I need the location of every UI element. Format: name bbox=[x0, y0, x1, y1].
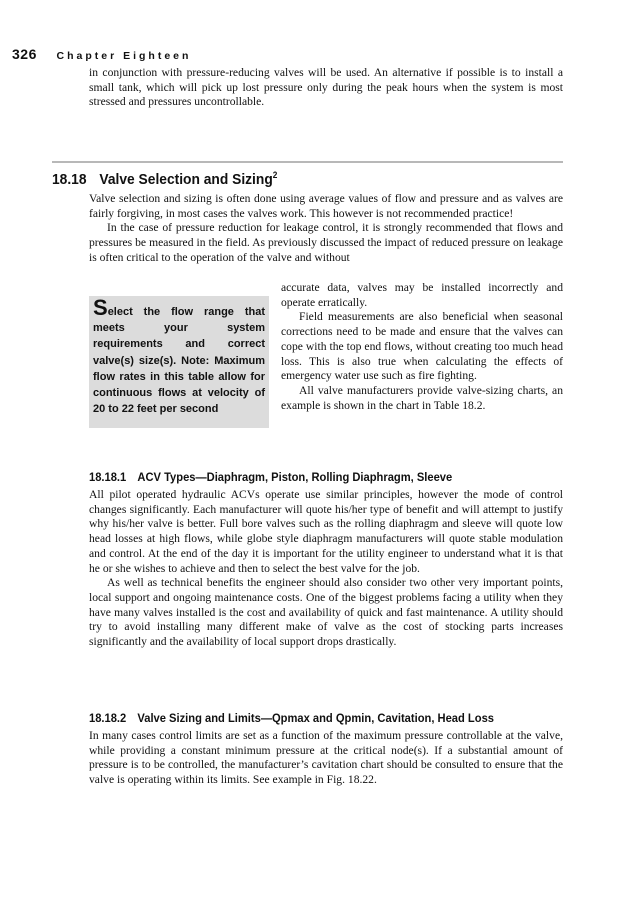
subsection-2-title: Valve Sizing and Limits—Qpmax and Qpmin, Cavitation, Head Loss bbox=[137, 711, 494, 725]
sidebar-text: elect the flow range that meets your system requirements and correct valve(s) size(s). Note: Maximum flow rates in this table allow for continuous flows at velocity of 20 to 22 feet per second bbox=[93, 306, 265, 416]
subsection-1-body bbox=[89, 488, 563, 650]
running-header bbox=[12, 46, 191, 62]
section-paragraph-2-continued: accurate data, valves may be installed incorrectly and operate erratically. bbox=[281, 281, 563, 309]
section-heading bbox=[52, 170, 277, 188]
section-body bbox=[89, 192, 563, 266]
subsection-1-title: ACV Types—Diaphragm, Piston, Rolling Diaphragm, Sleeve bbox=[137, 470, 453, 484]
section-paragraph-3: Field measurements are also beneficial when seasonal corrections need to be made and ensure that the valves can cope with the top end flows, without creating too much head loss. This is also true when calculating the effects of emergency water use such as fire fighting. bbox=[281, 310, 563, 383]
page-number: 326 bbox=[12, 46, 37, 62]
subsection-2-heading bbox=[89, 711, 494, 725]
section-paragraph-4: All valve manufacturers provide valve-sizing charts, an example is shown in the chart in Table 18.2. bbox=[281, 383, 563, 412]
section-divider bbox=[52, 161, 563, 163]
subsection-1-number: 18.18.1 bbox=[89, 470, 127, 484]
section-title: Valve Selection and Sizing bbox=[99, 171, 273, 188]
section-number: 18.18 bbox=[52, 171, 87, 188]
intro-paragraph: in conjunction with pressure-reducing valves will be used. An alternative if possible is to install a small tank, which will pick up lost pressure only during the peak hours when the system is most stressed and pressures uncontrollable. bbox=[89, 66, 563, 109]
subsection-2-paragraph-1: In many cases control limits are set as a function of the maximum pressure controllable at the valve, while providing a constant minimum pressure at the critical node(s). If a substantial amount of pressure is to be controlled, the manufacturer’s cavitation chart should be consulted to ensure that the valve is operating within its limits. See example in Fig. 18.22. bbox=[89, 729, 563, 787]
sidebar-dropcap: S bbox=[93, 295, 108, 320]
subsection-2-body bbox=[89, 729, 563, 788]
subsection-1-paragraph-1: All pilot operated hydraulic ACVs operate use similar principles, however the mode of control changes significantly. Each manufacturer will quote his/her type of benefit and will attempt to justify why his/her valve is better. Full bore valves such as the rolling diaphragm and sleeve will quote low head losses at high flows, while globe style diaphragm manufacturers will quote stable modulation and control. At the end of the day it is important for the utility engineer to understand what it is that he or she wishes to achieve and then to select the best valve for the job. bbox=[89, 488, 563, 575]
section-paragraph-1: Valve selection and sizing is often done using average values of flow and pressure and as valves are fairly forgiving, in most cases the valves work. This however is not recommended practice! bbox=[89, 192, 563, 220]
section-footnote-mark: 2 bbox=[272, 170, 278, 180]
subsection-1-paragraph-2: As well as technical benefits the engineer should also consider two other very important points, local support and ongoing maintenance costs. One of the biggest problems facing a utility when they have many valves installed is the cost and availability of quick and fast maintenance. A utility should try to avoid installing many different make of valve as the cost of stocking parts increases significantly and the availability of local support drops drastically. bbox=[89, 576, 563, 649]
wrapped-column bbox=[281, 281, 563, 413]
chapter-title: Chapter Eighteen bbox=[56, 50, 192, 62]
subsection-2-number: 18.18.2 bbox=[89, 711, 127, 725]
subsection-1-heading bbox=[89, 470, 452, 484]
section-paragraph-2: In the case of pressure reduction for leakage control, it is strongly recommended that flows and pressures be measured in the field. As previously discussed the impact of reduced pressure on leakage is often critical to the operation of the valve and without bbox=[89, 221, 563, 264]
intro-block bbox=[89, 66, 563, 110]
sidebar-callout bbox=[89, 296, 269, 428]
